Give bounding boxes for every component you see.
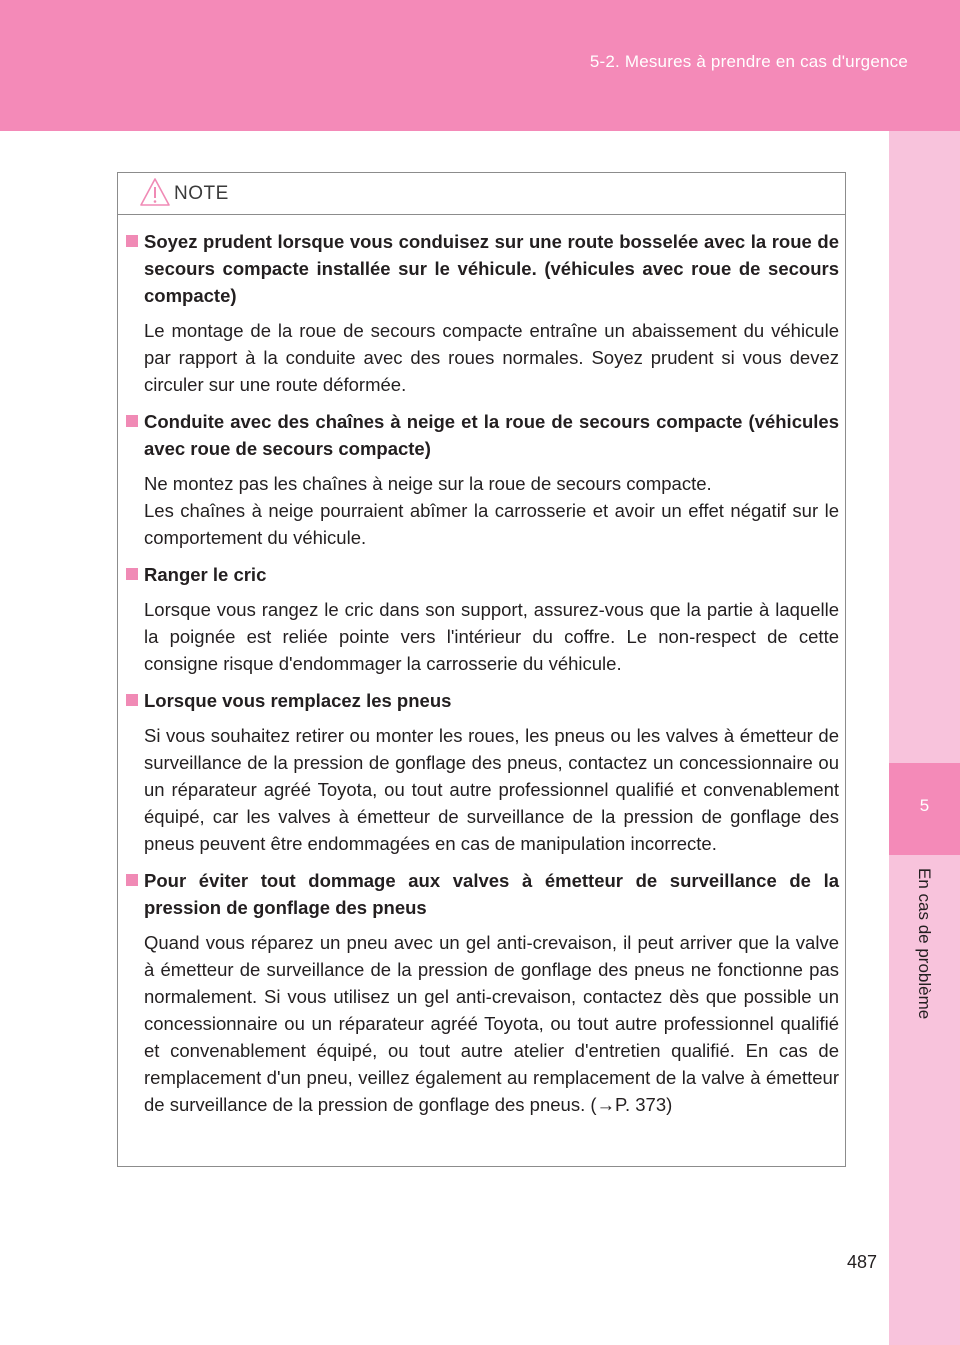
page-number: 487 xyxy=(846,1252,877,1272)
note-label: NOTE xyxy=(174,183,229,204)
warning-triangle-icon xyxy=(139,177,171,207)
note-item-heading-text: Soyez prudent lorsque vous conduisez sur une route bosselée avec la roue de secours compacte installée sur le véhicule. (véhicules avec roue de secours compacte) xyxy=(144,231,839,306)
bullet-square-icon xyxy=(126,568,138,580)
section-title: 5-2. Mesures à prendre en cas d'urgence xyxy=(589,52,908,71)
note-item-heading xyxy=(144,561,839,588)
note-body xyxy=(126,228,839,1128)
bullet-square-icon xyxy=(126,694,138,706)
bullet-square-icon xyxy=(126,874,138,886)
note-item-line: Ne montez pas les chaînes à neige sur la roue de secours compacte. xyxy=(144,473,712,494)
bullet-square-icon xyxy=(126,235,138,247)
note-item-paragraph: Le montage de la roue de secours compacte entraîne un abaissement du véhicule par rapport à la conduite avec des roues normales. Soyez prudent si vous devez circuler sur une route déformée. xyxy=(144,320,839,395)
bullet-square-icon xyxy=(126,415,138,427)
note-item xyxy=(126,228,839,398)
note-item-heading-text: Pour éviter tout dommage aux valves à émetteur de surveillance de la pression de gonflage des pneus xyxy=(144,870,839,918)
note-item-heading xyxy=(144,228,839,309)
chapter-title: En cas de problème xyxy=(915,868,934,1020)
side-tab xyxy=(889,131,960,1345)
note-item xyxy=(126,561,839,677)
note-item-paragraph: Lorsque vous rangez le cric dans son support, assurez-vous que la partie à laquelle la poignée est reliée pointe vers l'intérieur du coffre. Le non-respect de cette consigne risque d'endommager la carrosserie du véhicule. xyxy=(144,599,839,674)
note-item-heading xyxy=(144,867,839,921)
note-item xyxy=(126,687,839,857)
note-item-paragraph: Si vous souhaitez retirer ou monter les roues, les pneus ou les valves à émetteur de surveillance de la pression de gonflage des pneus, contactez un concessionnaire ou un réparateur agréé Toyota, ou tout autre professionnel qualifié et convenablement équipé, car les valves à émetteur de surveillance de la pression de gonflage des pneus peuvent être endommagées en cas de manipulation incorrecte. xyxy=(144,725,839,854)
note-item-heading-text: Ranger le cric xyxy=(144,564,267,585)
note-item xyxy=(126,867,839,1118)
note-item-paragraph: Quand vous réparez un pneu avec un gel anti-crevaison, il peut arriver que la valve à émetteur de surveillance de la pression de gonflage des pneus ne fonctionne pas normalement. Si vous utilisez un gel anti-crevaison, contactez dès que possible un concessionnaire ou un réparateur agréé Toyota, ou tout autre professionnel qualifié et convenablement équipé, ou tout autre atelier d'entretien qualifié. En cas de remplacement d'un pneu, veillez également au remplacement de la valve à émetteur de surveillance de la pression de gonflage des pneus. (→P. 373) xyxy=(144,932,839,1115)
note-item-heading-text: Conduite avec des chaînes à neige et la roue de secours compacte (véhicules avec roue de secours compacte) xyxy=(144,411,839,459)
note-item-heading xyxy=(144,408,839,462)
note-header xyxy=(118,173,845,215)
note-item-heading-text: Lorsque vous remplacez les pneus xyxy=(144,690,452,711)
note-item-line: Les chaînes à neige pourraient abîmer la carrosserie et avoir un effet négatif sur le comportement du véhicule. xyxy=(144,500,839,548)
note-box xyxy=(117,172,846,1167)
note-item xyxy=(126,408,839,551)
note-item-paragraph xyxy=(144,470,839,551)
chapter-number: 5 xyxy=(919,796,930,815)
note-item-heading xyxy=(144,687,839,714)
